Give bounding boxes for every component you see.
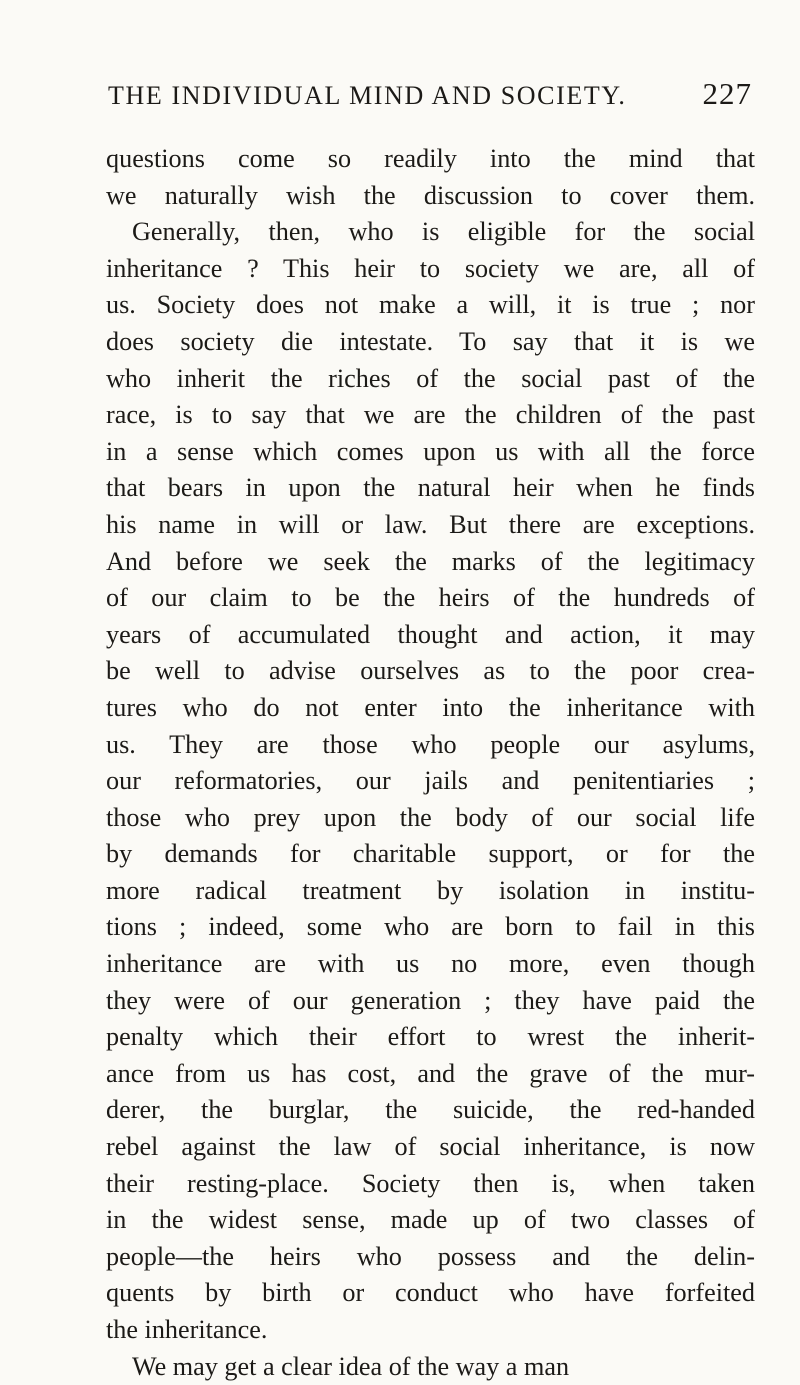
text-line: inheritance are with us no more, even though xyxy=(106,949,755,979)
text-line: his name in will or law. But there are exceptions. xyxy=(106,509,755,539)
text-line: our reformatories, our jails and penitentiaries ; xyxy=(106,766,755,796)
text-line: that bears in upon the natural heir when he finds xyxy=(106,473,755,503)
running-head xyxy=(108,76,752,120)
text-line: And before we seek the marks of the legitimacy xyxy=(106,546,755,576)
text-line: their resting-place. Society then is, when taken xyxy=(106,1168,755,1198)
text-line: in the widest sense, made up of two classes of xyxy=(106,1205,755,1235)
text-line: inheritance ? This heir to society we are, all of xyxy=(106,253,755,283)
text-line: race, is to say that we are the children of the past xyxy=(106,400,755,430)
text-line: us. They are those who people our asylums, xyxy=(106,729,755,759)
text-line: We may get a clear idea of the way a man xyxy=(132,1351,570,1381)
text-line: us. Society does not make a will, it is true ; nor xyxy=(106,290,755,320)
text-line: more radical treatment by isolation in institu- xyxy=(106,875,755,905)
text-line: of our claim to be the heirs of the hundreds of xyxy=(106,583,755,613)
text-line: they were of our generation ; they have paid the xyxy=(106,985,755,1015)
text-line: penalty which their effort to wrest the inherit- xyxy=(106,1022,755,1052)
text-line: derer, the burglar, the suicide, the red-handed xyxy=(106,1095,755,1125)
text-line: ance from us has cost, and the grave of the mur- xyxy=(106,1058,755,1088)
running-title: THE INDIVIDUAL MIND AND SOCIETY. xyxy=(108,81,627,110)
text-line: we naturally wish the discussion to cover them. xyxy=(106,180,755,210)
text-line: who inherit the riches of the social past of the xyxy=(106,363,755,393)
text-line: by demands for charitable support, or for the xyxy=(106,839,755,869)
text-line: quents by birth or conduct who have forfeited xyxy=(106,1278,755,1308)
text-line: years of accumulated thought and action, it may xyxy=(106,619,755,649)
text-line: people—the heirs who possess and the delin- xyxy=(106,1241,755,1271)
page-number: 227 xyxy=(702,76,752,111)
body-text xyxy=(106,141,755,1385)
text-line: questions come so readily into the mind that xyxy=(106,144,755,173)
text-line: rebel against the law of social inheritance, is now xyxy=(106,1132,755,1162)
text-line: Generally, then, who is eligible for the social xyxy=(132,217,755,247)
text-line: in a sense which comes upon us with all the force xyxy=(106,436,755,466)
text-line: be well to advise ourselves as to the poor crea- xyxy=(106,656,755,686)
text-line: does society die intestate. To say that it is we xyxy=(106,326,755,356)
text-line: those who prey upon the body of our social life xyxy=(106,802,755,832)
text-line: tures who do not enter into the inheritance with xyxy=(106,692,755,722)
text-line: the inheritance. xyxy=(106,1315,268,1344)
text-line: tions ; indeed, some who are born to fail in this xyxy=(106,912,755,942)
